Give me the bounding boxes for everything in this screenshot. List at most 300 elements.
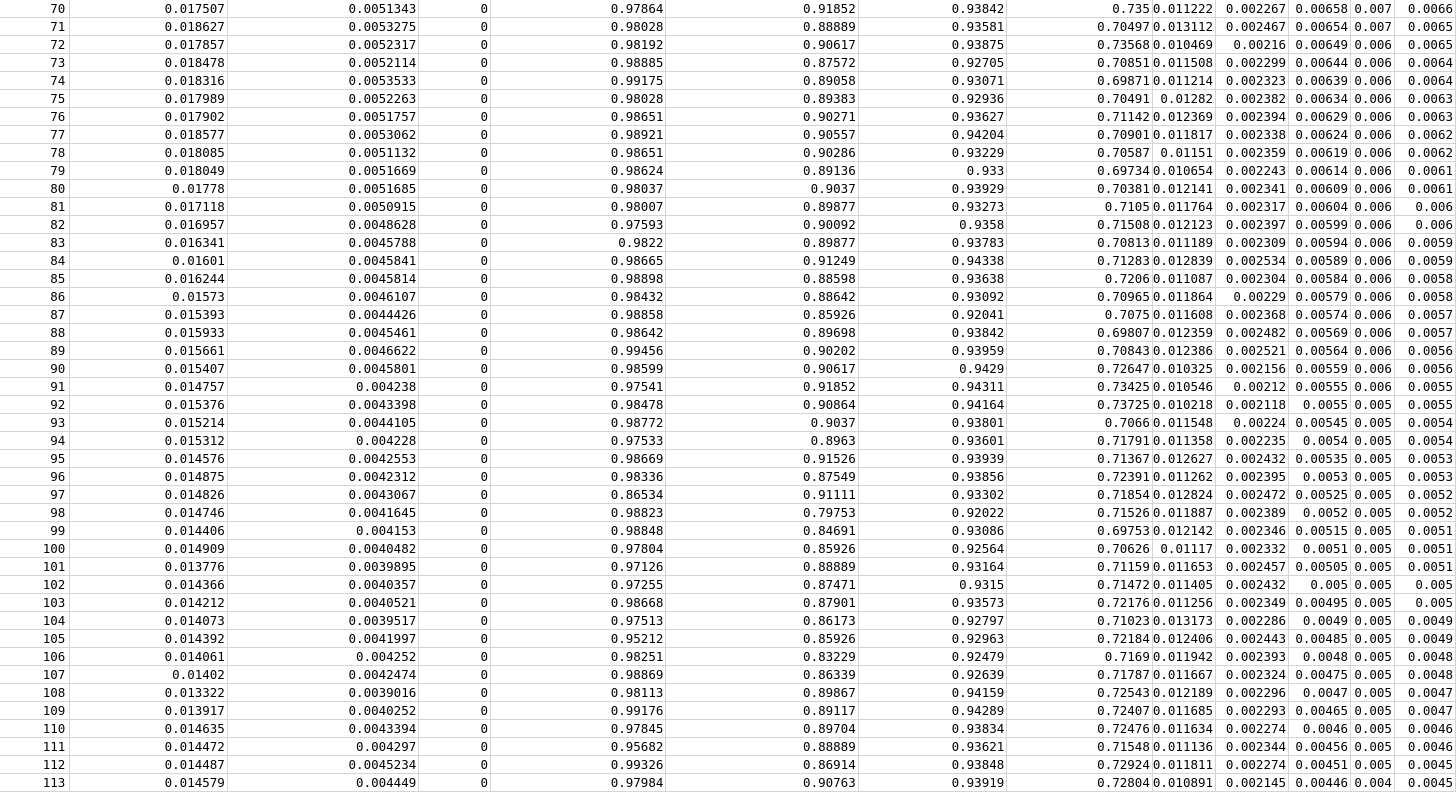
data-cell[interactable]: 0.012123: [1152, 216, 1215, 234]
row-index-cell[interactable]: 90: [0, 360, 70, 378]
data-cell[interactable]: 0.0061: [1394, 180, 1455, 198]
data-cell[interactable]: 0.73725: [1007, 396, 1153, 414]
data-cell[interactable]: 0.86173: [666, 612, 858, 630]
data-cell[interactable]: 0.71472: [1007, 576, 1153, 594]
data-cell[interactable]: 0.00609: [1289, 180, 1351, 198]
data-cell[interactable]: 0.0047: [1394, 702, 1455, 720]
data-cell[interactable]: 0: [419, 468, 491, 486]
data-cell[interactable]: 0.0053062: [227, 126, 418, 144]
data-cell[interactable]: 0.97804: [490, 540, 665, 558]
data-cell[interactable]: 0.005: [1351, 396, 1395, 414]
data-cell[interactable]: 0.98624: [490, 162, 665, 180]
data-cell[interactable]: 0.00559: [1289, 360, 1351, 378]
data-cell[interactable]: 0.002432: [1216, 576, 1289, 594]
data-cell[interactable]: 0.89117: [666, 702, 858, 720]
data-cell[interactable]: 0.00505: [1289, 558, 1351, 576]
data-cell[interactable]: 0.018478: [70, 54, 228, 72]
data-cell[interactable]: 0.00599: [1289, 216, 1351, 234]
data-cell[interactable]: 0.70901: [1007, 126, 1153, 144]
data-cell[interactable]: 0.71787: [1007, 666, 1153, 684]
data-cell[interactable]: 0.011817: [1152, 126, 1215, 144]
data-cell[interactable]: 0: [419, 72, 491, 90]
data-cell[interactable]: 0.004153: [227, 522, 418, 540]
data-cell[interactable]: 0.0045841: [227, 252, 418, 270]
row-index-cell[interactable]: 87: [0, 306, 70, 324]
data-cell[interactable]: 0.006: [1351, 54, 1395, 72]
data-cell[interactable]: 0.98651: [490, 144, 665, 162]
data-cell[interactable]: 0.011634: [1152, 720, 1215, 738]
data-cell[interactable]: 0.735: [1007, 0, 1153, 18]
data-cell[interactable]: 0.005: [1351, 414, 1395, 432]
data-cell[interactable]: 0.98823: [490, 504, 665, 522]
data-cell[interactable]: 0.90202: [666, 342, 858, 360]
data-cell[interactable]: 0.0045234: [227, 756, 418, 774]
data-cell[interactable]: 0.002395: [1216, 468, 1289, 486]
data-cell[interactable]: 0.98432: [490, 288, 665, 306]
data-cell[interactable]: 0.95682: [490, 738, 665, 756]
data-cell[interactable]: 0.006: [1351, 306, 1395, 324]
data-cell[interactable]: 0.98869: [490, 666, 665, 684]
data-cell[interactable]: 0.002267: [1216, 0, 1289, 18]
data-cell[interactable]: 0.00658: [1289, 0, 1351, 18]
data-cell[interactable]: 0.69753: [1007, 522, 1153, 540]
data-cell[interactable]: 0.0062: [1394, 144, 1455, 162]
data-cell[interactable]: 0.00594: [1289, 234, 1351, 252]
data-cell[interactable]: 0.015407: [70, 360, 228, 378]
data-cell[interactable]: 0.018316: [70, 72, 228, 90]
data-cell[interactable]: 0.014909: [70, 540, 228, 558]
data-cell[interactable]: 0.0050915: [227, 198, 418, 216]
data-cell[interactable]: 0.0056: [1394, 360, 1455, 378]
data-cell[interactable]: 0.97255: [490, 576, 665, 594]
data-cell[interactable]: 0.72184: [1007, 630, 1153, 648]
data-cell[interactable]: 0.93092: [858, 288, 1007, 306]
data-cell[interactable]: 0.93164: [858, 558, 1007, 576]
data-cell[interactable]: 0.92022: [858, 504, 1007, 522]
data-cell[interactable]: 0.0041997: [227, 630, 418, 648]
data-cell[interactable]: 0.017857: [70, 36, 228, 54]
data-cell[interactable]: 0.00495: [1289, 594, 1351, 612]
data-cell[interactable]: 0.90271: [666, 108, 858, 126]
data-cell[interactable]: 0.90763: [666, 774, 858, 792]
data-cell[interactable]: 0.016957: [70, 216, 228, 234]
data-cell[interactable]: 0.01601: [70, 252, 228, 270]
data-cell[interactable]: 0.91111: [666, 486, 858, 504]
data-cell[interactable]: 0: [419, 450, 491, 468]
data-cell[interactable]: 0.93801: [858, 414, 1007, 432]
data-cell[interactable]: 0.017989: [70, 90, 228, 108]
data-cell[interactable]: 0.0047: [1289, 684, 1351, 702]
data-cell[interactable]: 0.002274: [1216, 720, 1289, 738]
data-cell[interactable]: 0.005: [1351, 432, 1395, 450]
data-cell[interactable]: 0.89136: [666, 162, 858, 180]
data-cell[interactable]: 0.005: [1351, 450, 1395, 468]
data-cell[interactable]: 0.007: [1351, 0, 1395, 18]
data-cell[interactable]: 0.012359: [1152, 324, 1215, 342]
data-cell[interactable]: 0.69807: [1007, 324, 1153, 342]
data-cell[interactable]: 0.0040357: [227, 576, 418, 594]
data-cell[interactable]: 0.0052: [1394, 504, 1455, 522]
data-cell[interactable]: 0.005: [1394, 576, 1455, 594]
data-cell[interactable]: 0.98028: [490, 18, 665, 36]
row-index-cell[interactable]: 75: [0, 90, 70, 108]
data-cell[interactable]: 0: [419, 0, 491, 18]
data-cell[interactable]: 0.006: [1394, 216, 1455, 234]
data-cell[interactable]: 0.00649: [1289, 36, 1351, 54]
data-cell[interactable]: 0.006: [1394, 198, 1455, 216]
data-cell[interactable]: 0.69734: [1007, 162, 1153, 180]
data-cell[interactable]: 0.002156: [1216, 360, 1289, 378]
data-cell[interactable]: 0.002274: [1216, 756, 1289, 774]
data-cell[interactable]: 0.0045: [1394, 756, 1455, 774]
data-cell[interactable]: 0.0045461: [227, 324, 418, 342]
data-cell[interactable]: 0.71526: [1007, 504, 1153, 522]
data-cell[interactable]: 0.91526: [666, 450, 858, 468]
data-cell[interactable]: 0.002235: [1216, 432, 1289, 450]
data-cell[interactable]: 0.011653: [1152, 558, 1215, 576]
data-cell[interactable]: 0.014875: [70, 468, 228, 486]
data-cell[interactable]: 0.00465: [1289, 702, 1351, 720]
data-cell[interactable]: 0.014826: [70, 486, 228, 504]
data-cell[interactable]: 0.005: [1351, 468, 1395, 486]
data-cell[interactable]: 0.005: [1351, 522, 1395, 540]
row-index-cell[interactable]: 84: [0, 252, 70, 270]
data-cell[interactable]: 0.00515: [1289, 522, 1351, 540]
data-cell[interactable]: 0.0039016: [227, 684, 418, 702]
data-cell[interactable]: 0.002432: [1216, 450, 1289, 468]
data-cell[interactable]: 0.0042553: [227, 450, 418, 468]
data-cell[interactable]: 0.005: [1351, 558, 1395, 576]
data-cell[interactable]: 0.98336: [490, 468, 665, 486]
data-cell[interactable]: 0.005: [1351, 594, 1395, 612]
data-cell[interactable]: 0.002382: [1216, 90, 1289, 108]
data-cell[interactable]: 0.92479: [858, 648, 1007, 666]
data-cell[interactable]: 0.002341: [1216, 180, 1289, 198]
data-cell[interactable]: 0.002349: [1216, 594, 1289, 612]
data-cell[interactable]: 0.0063: [1394, 108, 1455, 126]
data-cell[interactable]: 0.97126: [490, 558, 665, 576]
data-cell[interactable]: 0.00639: [1289, 72, 1351, 90]
data-cell[interactable]: 0.0043067: [227, 486, 418, 504]
data-cell[interactable]: 0.92963: [858, 630, 1007, 648]
data-cell[interactable]: 0.00604: [1289, 198, 1351, 216]
row-index-cell[interactable]: 91: [0, 378, 70, 396]
data-cell[interactable]: 0.70491: [1007, 90, 1153, 108]
row-index-cell[interactable]: 70: [0, 0, 70, 18]
data-cell[interactable]: 0.89867: [666, 684, 858, 702]
data-cell[interactable]: 0.92041: [858, 306, 1007, 324]
data-cell[interactable]: 0.00629: [1289, 108, 1351, 126]
data-cell[interactable]: 0.00545: [1289, 414, 1351, 432]
data-cell[interactable]: 0.005: [1351, 684, 1395, 702]
data-cell[interactable]: 0.002118: [1216, 396, 1289, 414]
data-cell[interactable]: 0.89877: [666, 198, 858, 216]
data-cell[interactable]: 0.002521: [1216, 342, 1289, 360]
data-cell[interactable]: 0.012386: [1152, 342, 1215, 360]
data-cell[interactable]: 0.002324: [1216, 666, 1289, 684]
data-cell[interactable]: 0.94311: [858, 378, 1007, 396]
data-cell[interactable]: 0.006: [1351, 162, 1395, 180]
data-cell[interactable]: 0.011608: [1152, 306, 1215, 324]
data-cell[interactable]: 0.93875: [858, 36, 1007, 54]
data-cell[interactable]: 0.002457: [1216, 558, 1289, 576]
data-cell[interactable]: 0.7105: [1007, 198, 1153, 216]
data-cell[interactable]: 0.016244: [70, 270, 228, 288]
data-cell[interactable]: 0.005: [1351, 576, 1395, 594]
data-cell[interactable]: 0.73568: [1007, 36, 1153, 54]
data-cell[interactable]: 0: [419, 306, 491, 324]
data-cell[interactable]: 0.71548: [1007, 738, 1153, 756]
data-cell[interactable]: 0.014487: [70, 756, 228, 774]
row-index-cell[interactable]: 82: [0, 216, 70, 234]
data-cell[interactable]: 0.006: [1351, 252, 1395, 270]
data-cell[interactable]: 0.98848: [490, 522, 665, 540]
data-cell[interactable]: 0.70497: [1007, 18, 1153, 36]
data-cell[interactable]: 0.0063: [1394, 90, 1455, 108]
data-cell[interactable]: 0.0046: [1394, 738, 1455, 756]
data-cell[interactable]: 0.0062: [1394, 126, 1455, 144]
data-cell[interactable]: 0.0051685: [227, 180, 418, 198]
row-index-cell[interactable]: 95: [0, 450, 70, 468]
data-cell[interactable]: 0.83229: [666, 648, 858, 666]
data-cell[interactable]: 0.014757: [70, 378, 228, 396]
data-cell[interactable]: 0.014366: [70, 576, 228, 594]
data-cell[interactable]: 0.014579: [70, 774, 228, 792]
data-cell[interactable]: 0.98478: [490, 396, 665, 414]
data-cell[interactable]: 0.8963: [666, 432, 858, 450]
data-cell[interactable]: 0.93929: [858, 180, 1007, 198]
data-cell[interactable]: 0.005: [1351, 612, 1395, 630]
data-cell[interactable]: 0: [419, 720, 491, 738]
row-index-cell[interactable]: 89: [0, 342, 70, 360]
data-cell[interactable]: 0.015376: [70, 396, 228, 414]
data-cell[interactable]: 0.98599: [490, 360, 665, 378]
data-cell[interactable]: 0: [419, 234, 491, 252]
data-cell[interactable]: 0.011405: [1152, 576, 1215, 594]
data-cell[interactable]: 0: [419, 504, 491, 522]
data-cell[interactable]: 0.0052317: [227, 36, 418, 54]
row-index-cell[interactable]: 79: [0, 162, 70, 180]
data-cell[interactable]: 0.72647: [1007, 360, 1153, 378]
data-cell[interactable]: 0.015661: [70, 342, 228, 360]
data-cell[interactable]: 0: [419, 378, 491, 396]
data-cell[interactable]: 0.98898: [490, 270, 665, 288]
data-cell[interactable]: 0: [419, 576, 491, 594]
data-cell[interactable]: 0.71791: [1007, 432, 1153, 450]
data-cell[interactable]: 0.0053533: [227, 72, 418, 90]
data-cell[interactable]: 0.0065: [1394, 36, 1455, 54]
data-cell[interactable]: 0.85926: [666, 540, 858, 558]
data-cell[interactable]: 0.72924: [1007, 756, 1153, 774]
data-cell[interactable]: 0.7075: [1007, 306, 1153, 324]
data-cell[interactable]: 0.71283: [1007, 252, 1153, 270]
row-index-cell[interactable]: 88: [0, 324, 70, 342]
data-cell[interactable]: 0.90617: [666, 36, 858, 54]
data-cell[interactable]: 0: [419, 522, 491, 540]
data-cell[interactable]: 0.0055: [1394, 378, 1455, 396]
data-cell[interactable]: 0.0064: [1394, 72, 1455, 90]
data-cell[interactable]: 0.99326: [490, 756, 665, 774]
data-cell[interactable]: 0.00485: [1289, 630, 1351, 648]
data-cell[interactable]: 0.006: [1351, 144, 1395, 162]
data-cell[interactable]: 0.018085: [70, 144, 228, 162]
data-cell[interactable]: 0.0054: [1394, 432, 1455, 450]
data-cell[interactable]: 0.89698: [666, 324, 858, 342]
data-cell[interactable]: 0.70851: [1007, 54, 1153, 72]
data-cell[interactable]: 0.93071: [858, 72, 1007, 90]
data-cell[interactable]: 0.71142: [1007, 108, 1153, 126]
data-cell[interactable]: 0.0044105: [227, 414, 418, 432]
data-cell[interactable]: 0.92639: [858, 666, 1007, 684]
data-cell[interactable]: 0.002534: [1216, 252, 1289, 270]
data-cell[interactable]: 0.00525: [1289, 486, 1351, 504]
data-cell[interactable]: 0.011262: [1152, 468, 1215, 486]
data-cell[interactable]: 0.002389: [1216, 504, 1289, 522]
data-cell[interactable]: 0.0053: [1394, 450, 1455, 468]
data-cell[interactable]: 0.002359: [1216, 144, 1289, 162]
data-cell[interactable]: 0: [419, 288, 491, 306]
data-cell[interactable]: 0.006: [1351, 72, 1395, 90]
data-cell[interactable]: 0: [419, 612, 491, 630]
data-cell[interactable]: 0.005: [1351, 666, 1395, 684]
data-cell[interactable]: 0: [419, 108, 491, 126]
data-cell[interactable]: 0.011358: [1152, 432, 1215, 450]
row-index-cell[interactable]: 76: [0, 108, 70, 126]
data-cell[interactable]: 0.0040482: [227, 540, 418, 558]
data-cell[interactable]: 0.005: [1351, 504, 1395, 522]
data-cell[interactable]: 0.00644: [1289, 54, 1351, 72]
data-cell[interactable]: 0.0053: [1394, 468, 1455, 486]
data-cell[interactable]: 0.0053275: [227, 18, 418, 36]
data-cell[interactable]: 0.9037: [666, 414, 858, 432]
data-cell[interactable]: 0.90557: [666, 126, 858, 144]
data-cell[interactable]: 0.0051757: [227, 108, 418, 126]
data-cell[interactable]: 0.0055: [1289, 396, 1351, 414]
data-cell[interactable]: 0.99456: [490, 342, 665, 360]
data-cell[interactable]: 0.88642: [666, 288, 858, 306]
data-cell[interactable]: 0.005: [1394, 594, 1455, 612]
data-cell[interactable]: 0.71159: [1007, 558, 1153, 576]
data-cell[interactable]: 0.72391: [1007, 468, 1153, 486]
data-cell[interactable]: 0.93581: [858, 18, 1007, 36]
row-index-cell[interactable]: 109: [0, 702, 70, 720]
data-cell[interactable]: 0.015933: [70, 324, 228, 342]
data-cell[interactable]: 0.0061: [1394, 162, 1455, 180]
data-cell[interactable]: 0.00589: [1289, 252, 1351, 270]
data-cell[interactable]: 0.70813: [1007, 234, 1153, 252]
data-cell[interactable]: 0.88889: [666, 18, 858, 36]
data-cell[interactable]: 0.006: [1351, 108, 1395, 126]
data-cell[interactable]: 0.97593: [490, 216, 665, 234]
data-cell[interactable]: 0.002472: [1216, 486, 1289, 504]
data-cell[interactable]: 0.006: [1351, 126, 1395, 144]
data-cell[interactable]: 0.012627: [1152, 450, 1215, 468]
row-index-cell[interactable]: 72: [0, 36, 70, 54]
data-cell[interactable]: 0.86914: [666, 756, 858, 774]
data-cell[interactable]: 0.85926: [666, 306, 858, 324]
data-cell[interactable]: 0.014472: [70, 738, 228, 756]
data-cell[interactable]: 0.004252: [227, 648, 418, 666]
data-cell[interactable]: 0.7066: [1007, 414, 1153, 432]
data-cell[interactable]: 0.0052263: [227, 90, 418, 108]
data-cell[interactable]: 0.017902: [70, 108, 228, 126]
data-cell[interactable]: 0.7169: [1007, 648, 1153, 666]
row-index-cell[interactable]: 112: [0, 756, 70, 774]
row-index-cell[interactable]: 108: [0, 684, 70, 702]
data-cell[interactable]: 0.0048: [1394, 648, 1455, 666]
data-cell[interactable]: 0.0042312: [227, 468, 418, 486]
data-cell[interactable]: 0.0044426: [227, 306, 418, 324]
data-cell[interactable]: 0.95212: [490, 630, 665, 648]
data-cell[interactable]: 0: [419, 36, 491, 54]
data-cell[interactable]: 0.0045: [1394, 774, 1455, 792]
data-cell[interactable]: 0.88889: [666, 738, 858, 756]
data-cell[interactable]: 0.0039895: [227, 558, 418, 576]
data-cell[interactable]: 0.73425: [1007, 378, 1153, 396]
data-cell[interactable]: 0.0042474: [227, 666, 418, 684]
data-cell[interactable]: 0.002286: [1216, 612, 1289, 630]
data-cell[interactable]: 0.01282: [1152, 90, 1215, 108]
data-cell[interactable]: 0.98037: [490, 180, 665, 198]
data-cell[interactable]: 0.013112: [1152, 18, 1215, 36]
data-cell[interactable]: 0.0058: [1394, 270, 1455, 288]
data-cell[interactable]: 0.006: [1351, 288, 1395, 306]
data-cell[interactable]: 0.92564: [858, 540, 1007, 558]
row-index-cell[interactable]: 73: [0, 54, 70, 72]
data-cell[interactable]: 0.010469: [1152, 36, 1215, 54]
data-cell[interactable]: 0.005: [1351, 702, 1395, 720]
data-cell[interactable]: 0.005: [1351, 540, 1395, 558]
data-cell[interactable]: 0.018627: [70, 18, 228, 36]
data-cell[interactable]: 0.013173: [1152, 612, 1215, 630]
data-cell[interactable]: 0.014073: [70, 612, 228, 630]
data-cell[interactable]: 0.002482: [1216, 324, 1289, 342]
data-cell[interactable]: 0: [419, 198, 491, 216]
data-cell[interactable]: 0.0065: [1394, 18, 1455, 36]
data-cell[interactable]: 0.71508: [1007, 216, 1153, 234]
data-cell[interactable]: 0.013917: [70, 702, 228, 720]
data-cell[interactable]: 0.85926: [666, 630, 858, 648]
data-cell[interactable]: 0: [419, 414, 491, 432]
data-cell[interactable]: 0.00574: [1289, 306, 1351, 324]
data-cell[interactable]: 0.002368: [1216, 306, 1289, 324]
data-cell[interactable]: 0.006: [1351, 234, 1395, 252]
data-cell[interactable]: 0.93939: [858, 450, 1007, 468]
data-cell[interactable]: 0.00216: [1216, 36, 1289, 54]
data-cell[interactable]: 0.016341: [70, 234, 228, 252]
data-cell[interactable]: 0.011214: [1152, 72, 1215, 90]
data-cell[interactable]: 0.004: [1351, 774, 1395, 792]
data-cell[interactable]: 0.012189: [1152, 684, 1215, 702]
data-cell[interactable]: 0.71367: [1007, 450, 1153, 468]
data-cell[interactable]: 0.011887: [1152, 504, 1215, 522]
data-cell[interactable]: 0: [419, 684, 491, 702]
data-cell[interactable]: 0: [419, 180, 491, 198]
data-cell[interactable]: 0.00619: [1289, 144, 1351, 162]
data-cell[interactable]: 0.92797: [858, 612, 1007, 630]
data-cell[interactable]: 0.0054: [1394, 414, 1455, 432]
data-cell[interactable]: 0.015393: [70, 306, 228, 324]
data-cell[interactable]: 0.93302: [858, 486, 1007, 504]
data-cell[interactable]: 0.010891: [1152, 774, 1215, 792]
data-cell[interactable]: 0.012141: [1152, 180, 1215, 198]
data-cell[interactable]: 0.018577: [70, 126, 228, 144]
data-cell[interactable]: 0.72407: [1007, 702, 1153, 720]
data-cell[interactable]: 0.93273: [858, 198, 1007, 216]
data-cell[interactable]: 0.72804: [1007, 774, 1153, 792]
data-cell[interactable]: 0.90092: [666, 216, 858, 234]
data-cell[interactable]: 0.0054: [1289, 432, 1351, 450]
